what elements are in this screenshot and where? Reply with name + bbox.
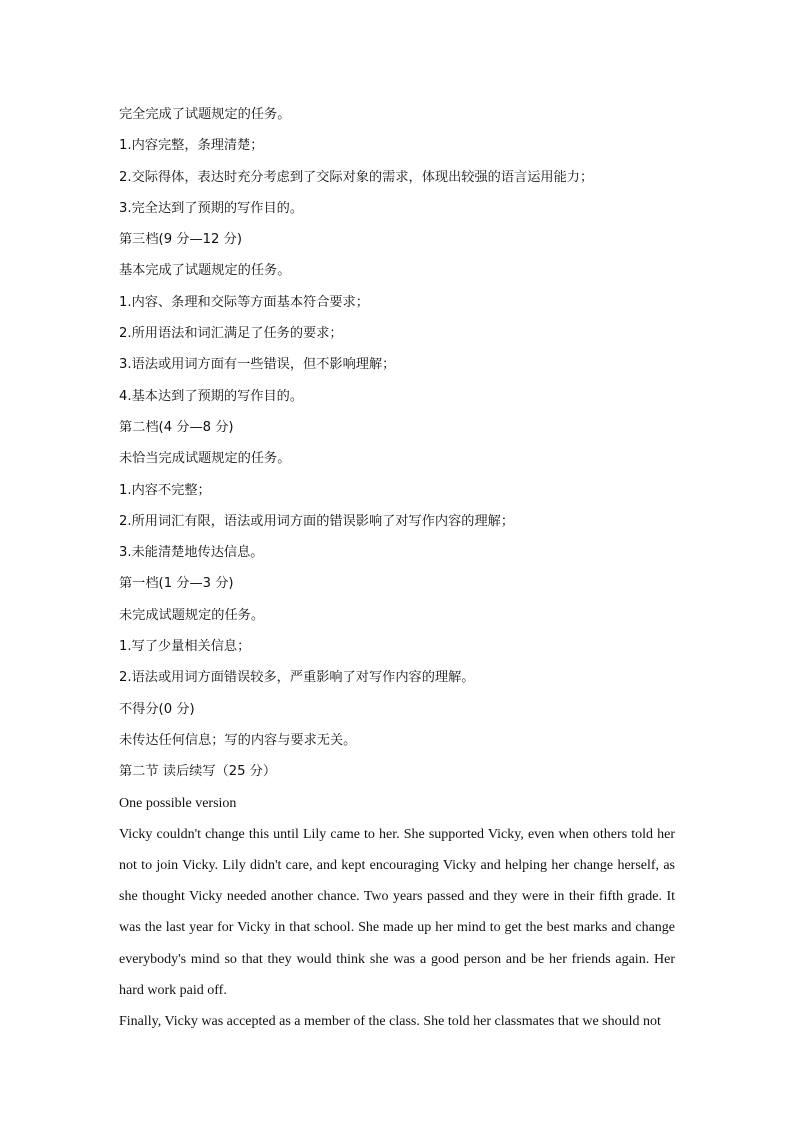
grade-heading: 第二档(4 分—8 分) xyxy=(119,419,234,435)
grade-heading: 第三档(9 分—12 分) xyxy=(119,232,242,248)
text-line: 4.基本达到了预期的写作目的。 xyxy=(119,388,304,404)
text-line: 1.内容完整，条理清楚； xyxy=(119,138,264,154)
text-line: 1.内容不完整； xyxy=(119,482,211,498)
grade-heading: 第一档(1 分—3 分) xyxy=(119,576,234,592)
text-line: 基本完成了试题规定的任务。 xyxy=(119,263,291,279)
text-line: 未传达任何信息；写的内容与要求无关。 xyxy=(119,732,357,748)
text-line: 1.内容、条理和交际等方面基本符合要求； xyxy=(119,294,369,310)
essay-paragraph-2: Finally, Vicky was accepted as a member of the class. She told her classmates that we should not xyxy=(119,1014,661,1030)
text-line: 完全完成了试题规定的任务。 xyxy=(119,107,291,122)
text-line: 3.未能清楚地传达信息。 xyxy=(119,545,264,561)
essay-heading: One possible version xyxy=(119,795,237,811)
text-line: 2.语法或用词方面错误较多，严重影响了对写作内容的理解。 xyxy=(119,670,475,686)
text-line: 3.完全达到了预期的写作目的。 xyxy=(119,200,304,216)
text-line: 未完成试题规定的任务。 xyxy=(119,607,265,623)
document-page xyxy=(119,99,675,1037)
text-line: 3.语法或用词方面有一些错误，但不影响理解； xyxy=(119,357,396,373)
text-line: 2.所用词汇有限，语法或用词方面的错误影响了对写作内容的理解； xyxy=(119,513,515,529)
text-line: 1.写了少量相关信息； xyxy=(119,639,251,655)
text-line: 2.所用语法和词汇满足了任务的要求； xyxy=(119,326,343,342)
essay-paragraph-1: Vicky couldn't change this until Lily came to her. She supported Vicky, even when others told her not to join Vicky. Lily didn't care, and kept encouraging Vicky and helping her change herself, as she thought Vicky needed another chance. Two years passed and they were in their fifth grade. It was the last year for Vicky in that school. She made up her mind to get the best marks and change everybody's mind so that they would think she was a good person and be her friends again. Her hard work paid off. xyxy=(119,826,675,998)
text-line: 2.交际得体，表达时充分考虑到了交际对象的需求，体现出较强的语言运用能力； xyxy=(119,169,594,185)
text-line: 未恰当完成试题规定的任务。 xyxy=(119,451,291,467)
section-heading: 第二节 读后续写（25 分） xyxy=(119,764,277,780)
grade-heading: 不得分(0 分) xyxy=(119,701,195,717)
